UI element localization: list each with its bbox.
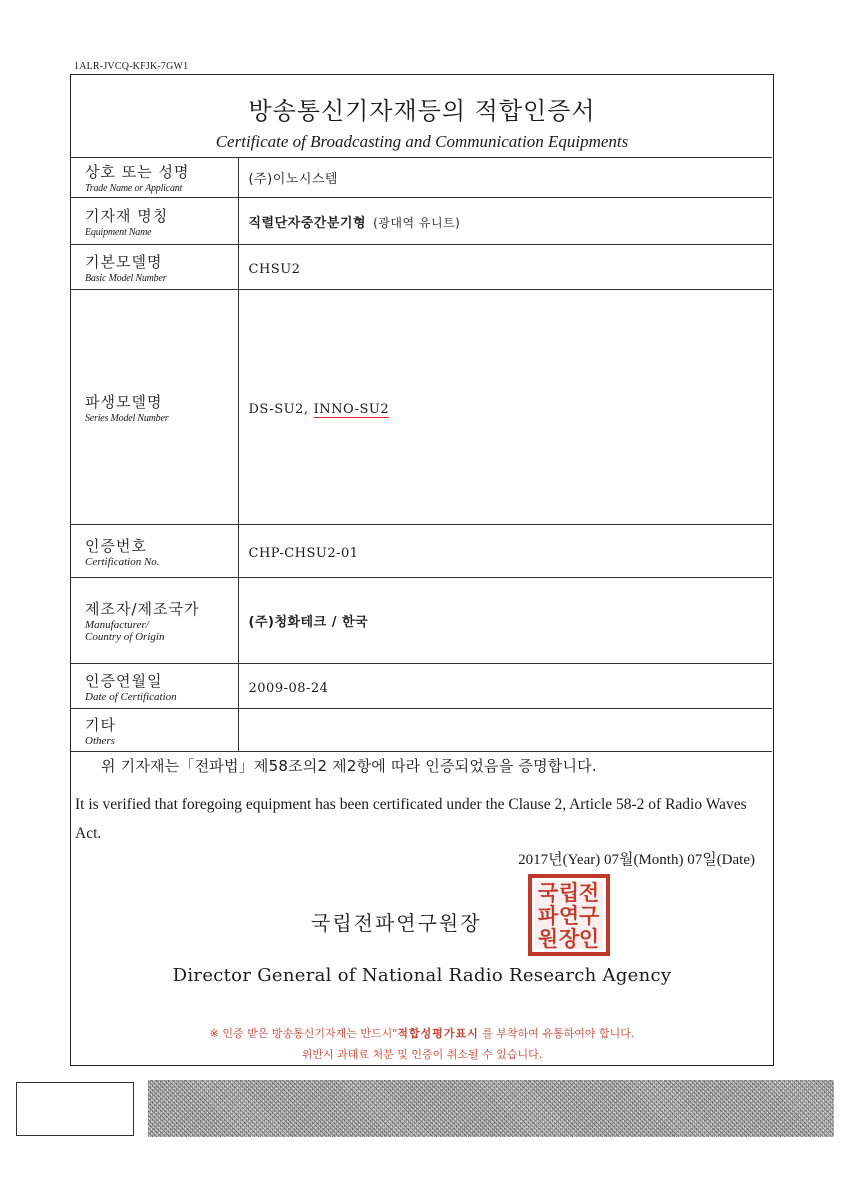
cert-no-value: CHP-CHSU2-01 bbox=[248, 545, 359, 561]
row-applicant bbox=[71, 158, 772, 198]
certificate-info-table bbox=[71, 157, 772, 752]
row-cert-date bbox=[71, 664, 772, 709]
official-seal-icon bbox=[527, 873, 611, 957]
label-ko: 파생모델명 bbox=[85, 392, 163, 411]
seal-char: 연 bbox=[558, 904, 580, 928]
notice-line-1 bbox=[71, 1023, 773, 1044]
document-id: 1ALR-JVCQ-KFJK-7GW1 bbox=[74, 61, 189, 72]
seal-char: 전 bbox=[578, 881, 600, 905]
label-ko: 상호 또는 성명 bbox=[85, 163, 190, 181]
label-en: Others bbox=[85, 734, 115, 747]
stub-box bbox=[16, 1082, 134, 1136]
notice-pre: ※ 인증 받은 방송통신기자재는 반드시" bbox=[209, 1027, 398, 1040]
series-model-value-a: DS-SU2, bbox=[248, 401, 309, 417]
label-ko: 기자재 명칭 bbox=[85, 206, 169, 225]
seal-char: 립 bbox=[558, 881, 580, 905]
label-en: Basic Model Number bbox=[85, 272, 167, 284]
security-pattern bbox=[148, 1080, 834, 1137]
row-basic-model bbox=[71, 245, 772, 290]
label-en-line1: Manufacturer/ bbox=[85, 619, 149, 631]
label-en: Date of Certification bbox=[85, 690, 177, 703]
label-ko: 기본모델명 bbox=[85, 252, 163, 271]
label-en: Series Model Number bbox=[85, 412, 169, 424]
value-cell bbox=[238, 525, 772, 578]
seal-char: 인 bbox=[578, 927, 600, 951]
notice-bold: 적합성평가표시 bbox=[397, 1027, 479, 1040]
label-cell bbox=[71, 664, 238, 709]
seal-char: 파 bbox=[537, 904, 559, 928]
label-en: Trade Name or Applicant bbox=[85, 183, 183, 194]
row-equipment bbox=[71, 198, 772, 245]
issuer-korean: 국립전파연구원장 bbox=[311, 911, 482, 935]
value-cell bbox=[238, 578, 772, 664]
label-ko: 제조자/제조국가 bbox=[85, 600, 200, 618]
issuer-english: Director General of National Radio Research Agency bbox=[172, 965, 672, 986]
value-cell bbox=[238, 709, 772, 752]
notice bbox=[71, 1023, 773, 1065]
value-cell bbox=[238, 290, 772, 525]
seal-char: 원 bbox=[537, 927, 559, 951]
notice-post: 를 부착하여 유통하여야 합니다. bbox=[478, 1027, 635, 1040]
value-cell bbox=[238, 158, 772, 198]
label-cell bbox=[71, 158, 238, 198]
certificate-frame bbox=[70, 74, 774, 1066]
seal-char: 장 bbox=[558, 927, 580, 951]
cert-date-value: 2009-08-24 bbox=[248, 680, 329, 696]
label-cell bbox=[71, 578, 238, 664]
label-cell bbox=[71, 245, 238, 290]
equipment-value-paren: (광대역 유니트) bbox=[373, 215, 461, 230]
seal-char: 국 bbox=[537, 881, 559, 905]
label-cell bbox=[71, 290, 238, 525]
issue-date: 2017년(Year) 07월(Month) 07일(Date) bbox=[518, 852, 755, 868]
value-cell bbox=[238, 664, 772, 709]
label-ko: 인증연월일 bbox=[85, 671, 163, 690]
label-en-line2: Country of Origin bbox=[85, 631, 165, 643]
label-en: Certification No. bbox=[85, 555, 160, 568]
row-cert-no bbox=[71, 525, 772, 578]
statement-english: It is verified that foregoing equipment has been certificated under the Clause 2, Article 58-2 of Radio Waves Act. bbox=[75, 796, 747, 842]
seal-char: 구 bbox=[578, 904, 600, 928]
notice-line-2: 위반시 과태료 처분 및 인증이 취소될 수 있습니다. bbox=[301, 1048, 543, 1061]
row-series-model bbox=[71, 290, 772, 525]
label-cell bbox=[71, 198, 238, 245]
label-ko: 기타 bbox=[85, 715, 116, 734]
manufacturer-value: (주)청화테크 / 한국 bbox=[248, 615, 369, 630]
row-others bbox=[71, 709, 772, 752]
label-ko: 인증번호 bbox=[85, 536, 147, 555]
equipment-value: 직렬단자중간분기형 bbox=[248, 215, 367, 231]
value-cell bbox=[238, 198, 772, 245]
title-english: Certificate of Broadcasting and Communication Equipments bbox=[215, 132, 629, 151]
others-value bbox=[239, 725, 249, 740]
basic-model-value: CHSU2 bbox=[248, 261, 301, 277]
value-cell bbox=[238, 245, 772, 290]
label-cell bbox=[71, 709, 238, 752]
statement-korean: 위 기자재는「전파법」제58조의2 제2항에 따라 인증되었음을 증명합니다. bbox=[101, 757, 597, 775]
label-en: Equipment Name bbox=[85, 226, 152, 238]
applicant-value: (주)이노시스템 bbox=[248, 172, 338, 187]
title-korean: 방송통신기자재등의 적합인증서 bbox=[248, 97, 596, 125]
series-model-value-b: INNO-SU2 bbox=[313, 401, 390, 417]
label-cell bbox=[71, 525, 238, 578]
row-manufacturer bbox=[71, 578, 772, 664]
